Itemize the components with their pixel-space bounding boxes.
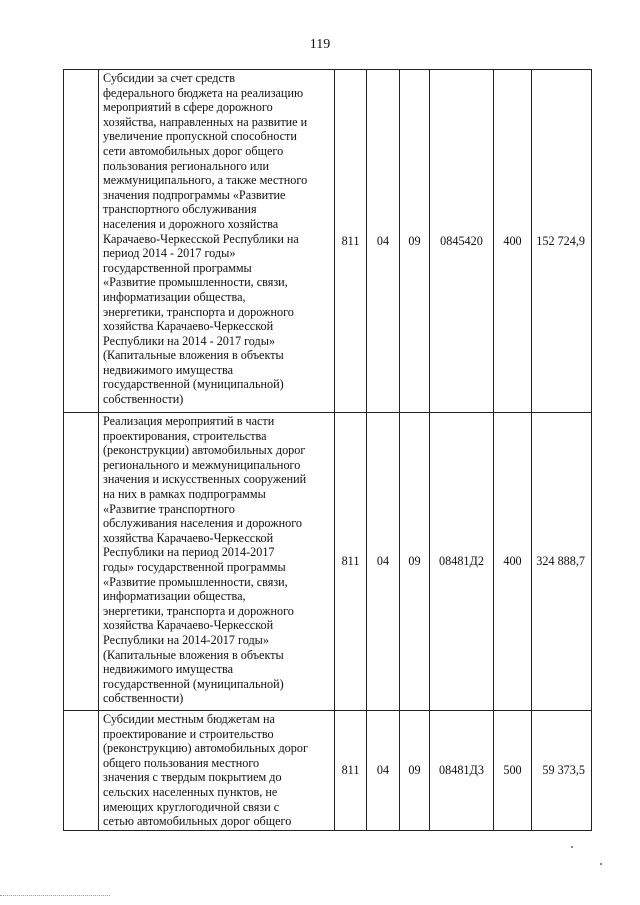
budget-table [63,69,592,831]
row-number-cell [64,413,99,711]
row-number-cell [64,711,99,831]
ministry-code-cell: 811 [335,711,367,831]
table-row [64,413,592,711]
scan-artifact-dot [600,863,602,865]
expense-type-cell: 400 [494,413,532,711]
expense-type-cell: 500 [494,711,532,831]
target-article-cell: 08481Д2 [430,413,494,711]
section-code-cell: 04 [367,70,400,413]
subsection-code-cell: 09 [400,711,430,831]
table-row [64,711,592,831]
amount-cell: 59 373,5 [532,711,592,831]
target-article-cell: 0845420 [430,70,494,413]
scan-artifact-dot [571,846,573,848]
section-code-cell: 04 [367,413,400,711]
description-cell: Субсидии местным бюджетам на проектирование и строительство (реконструкцию) автомобильных дорог общего пользования местного значения с твердым покрытием до сельских населенных пунктов, не имеющих круглогодичной связи с сетью автомобильных дорог общего [99,711,335,831]
ministry-code-cell: 811 [335,70,367,413]
target-article-cell: 08481Д3 [430,711,494,831]
subsection-code-cell: 09 [400,413,430,711]
amount-cell: 152 724,9 [532,70,592,413]
section-code-cell: 04 [367,711,400,831]
description-cell: Субсидии за счет средств федерального бюджета на реализацию мероприятий в сфере дорожного хозяйства, направленных на развитие и увеличение пропускной способности сети автомобильных дорог общего пользования регионального или межмуниципального, а также местного значения подпрограммы «Развитие транспортного обслуживания населения и дорожного хозяйства Карачаево-Черкесской Республики на период 2014 - 2017 годы» государственной программы «Развитие промышленности, связи, информатизации общества, энергетики, транспорта и дорожного хозяйства Карачаево-Черкесской Республики на 2014 - 2017 годы» (Капитальные вложения в объекты недвижимого имущества государственной (муниципальной) собственности) [99,70,335,413]
subsection-code-cell: 09 [400,70,430,413]
scan-artifact-line [0,895,110,897]
row-number-cell [64,70,99,413]
table-row [64,70,592,413]
description-cell: Реализация мероприятий в части проектирования, строительства (реконструкции) автомобильных дорог регионального и межмуниципального значения и искусственных сооружений на них в рамках подпрограммы «Развитие транспортного обслуживания населения и дорожного хозяйства Карачаево-Черкесской Республики на период 2014-2017 годы» государственной программы «Развитие промышленности, связи, информатизации общества, энергетики, транспорта и дорожного хозяйства Карачаево-Черкесской Республики на 2014-2017 годы» (Капитальные вложения в объекты недвижимого имущества государственной (муниципальной) собственности) [99,413,335,711]
ministry-code-cell: 811 [335,413,367,711]
page-number: 119 [309,37,331,52]
expense-type-cell: 400 [494,70,532,413]
amount-cell: 324 888,7 [532,413,592,711]
